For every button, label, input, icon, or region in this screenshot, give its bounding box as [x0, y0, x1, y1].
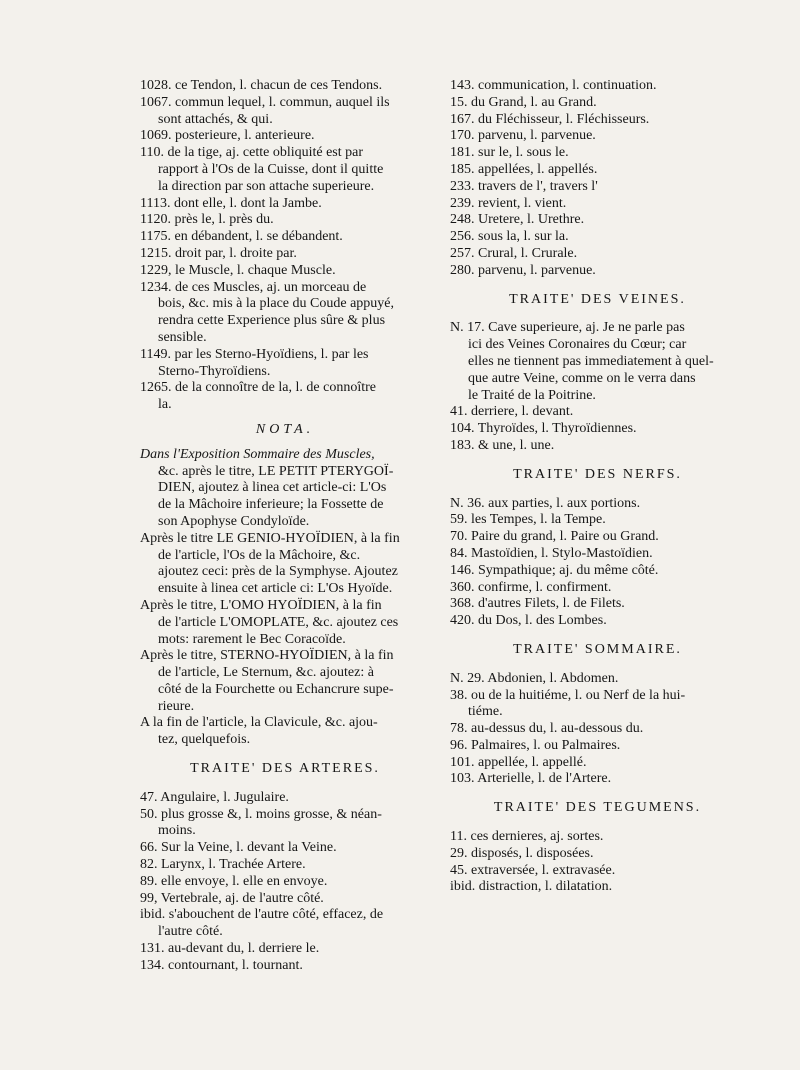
errata-line: 50. plus grosse &, l. moins grosse, & néan-: [140, 806, 382, 822]
errata-line: 1120. près le, l. près du.: [140, 212, 274, 228]
errata-line: de l'article, Le Sternum, &c. ajoutez: à: [158, 665, 374, 681]
errata-line: Après le titre, STERNO-HYOÏDIEN, à la fin: [140, 648, 394, 664]
errata-line: 1215. droit par, l. droite par.: [140, 245, 297, 261]
errata-line: 239. revient, l. vient.: [450, 195, 567, 211]
errata-line: de l'article L'OMOPLATE, &c. ajoutez ces: [158, 614, 399, 630]
errata-line: ibid. s'abouchent de l'autre côté, effacez, de: [140, 907, 384, 923]
sommaire-heading: TRAITE' SOMMAIRE.: [513, 641, 682, 657]
errata-line: 181. sur le, l. sous le.: [450, 145, 569, 161]
errata-line: 1149. par les Sterno-Hyoïdiens, l. par les: [140, 346, 369, 362]
errata-line: son Apophyse Condyloïde.: [158, 513, 310, 529]
errata-line: elles ne tiennent pas immediatement à quel-: [468, 353, 714, 369]
errata-line: N. 36. aux parties, l. aux portions.: [450, 495, 641, 511]
errata-line: 131. au-devant du, l. derriere le.: [140, 941, 320, 957]
errata-line: 167. du Fléchisseur, l. Fléchisseurs.: [450, 111, 650, 127]
errata-line: 280. parvenu, l. parvenue.: [450, 262, 596, 278]
errata-line: 170. parvenu, l. parvenue.: [450, 128, 596, 144]
right-column: [450, 78, 745, 896]
nota-heading: NOTA.: [255, 421, 315, 437]
errata-line: 256. sous la, l. sur la.: [450, 229, 569, 245]
errata-line: 47. Angulaire, l. Jugulaire.: [140, 789, 289, 805]
errata-line: 368. d'autres Filets, l. de Filets.: [450, 596, 625, 612]
arteres-heading: TRAITE' DES ARTERES.: [190, 761, 380, 777]
errata-line: 1067. commun lequel, l. commun, auquel ils: [140, 94, 390, 110]
nerfs-errata-list: [450, 496, 745, 630]
errata-line: 84. Mastoïdien, l. Stylo-Mastoïdien.: [450, 545, 653, 561]
errata-line: 41. derriere, l. devant.: [450, 404, 574, 420]
errata-line: 134. contournant, l. tournant.: [140, 957, 303, 973]
errata-line: sensible.: [158, 329, 207, 345]
errata-line: 1069. posterieure, l. anterieure.: [140, 128, 315, 144]
errata-line: 38. ou de la huitiéme, l. ou Nerf de la hui-: [450, 687, 686, 703]
errata-line: 101. appellée, l. appellé.: [450, 754, 587, 770]
errata-line: mots: rarement le Bec Coracoïde.: [158, 631, 346, 647]
errata-line: 233. travers de l', travers l': [450, 178, 598, 194]
errata-line: 183. & une, l. une.: [450, 437, 555, 453]
errata-line: &c. après le titre, LE PETIT PTERYGOÏ-: [158, 463, 394, 479]
errata-line: A la fin de l'article, la Clavicule, &c. ajou-: [140, 715, 378, 731]
errata-line: 89. elle envoye, l. elle en envoye.: [140, 873, 328, 889]
errata-line: 96. Palmaires, l. ou Palmaires.: [450, 737, 621, 753]
errata-line: tez, quelquefois.: [158, 732, 251, 748]
errata-line: 15. du Grand, l. au Grand.: [450, 94, 597, 110]
errata-line: rapport à l'Os de la Cuisse, dont il quitte: [158, 161, 384, 177]
errata-line: 66. Sur la Veine, l. devant la Veine.: [140, 840, 337, 856]
errata-line: 78. au-dessus du, l. au-dessous du.: [450, 721, 644, 737]
errata-line: Après le titre LE GENIO-HYOÏDIEN, à la fin: [140, 530, 400, 546]
left-errata-list: [140, 78, 430, 414]
tegumens-heading: TRAITE' DES TEGUMENS.: [493, 800, 702, 816]
errata-line: ensuite à linea cet article ci: L'Os Hyoïde.: [158, 581, 393, 597]
errata-line: 257. Crural, l. Crurale.: [450, 245, 578, 261]
nota-section: [140, 447, 430, 749]
errata-line: 1028. ce Tendon, l. chacun de ces Tendons.: [140, 78, 383, 93]
errata-line: 110. de la tige, aj. cette obliquité est par: [140, 145, 364, 161]
veines-heading: TRAITE' DES VEINES.: [509, 291, 686, 307]
errata-line: la.: [158, 397, 172, 413]
errata-line: tiéme.: [468, 704, 503, 720]
errata-line: N. 29. Abdonien, l. Abdomen.: [450, 670, 619, 686]
left-column: [140, 78, 430, 975]
errata-line: le Traité de la Poitrine.: [468, 387, 596, 403]
errata-line: 185. appellées, l. appellés.: [450, 161, 598, 177]
sommaire-errata-list: [450, 671, 745, 789]
errata-line: bois, &c. mis à la place du Coude appuyé,: [158, 296, 394, 312]
errata-line: 103. Arterielle, l. de l'Artere.: [450, 771, 612, 787]
arteres-errata-list: [140, 790, 430, 975]
errata-line: 1175. en débandent, l. se débandent.: [140, 229, 343, 245]
errata-line: Après le titre, L'OMO HYOÏDIEN, à la fin: [140, 597, 382, 613]
errata-line: côté de la Fourchette ou Echancrure supe-: [158, 681, 394, 697]
errata-line: 59. les Tempes, l. la Tempe.: [450, 512, 606, 528]
errata-line: Sterno-Thyroïdiens.: [158, 363, 271, 379]
errata-line: 70. Paire du grand, l. Paire ou Grand.: [450, 529, 659, 545]
errata-line: 248. Uretere, l. Urethre.: [450, 212, 585, 228]
errata-line: rieure.: [158, 698, 195, 714]
errata-line: 104. Thyroïdes, l. Thyroïdiennes.: [450, 421, 637, 437]
errata-line: de l'article, l'Os de la Mâchoire, &c.: [158, 547, 361, 563]
right-errata-list: [450, 78, 745, 280]
errata-line: 29. disposés, l. disposées.: [450, 845, 594, 861]
errata-line: moins.: [158, 823, 196, 839]
errata-line: N. 17. Cave superieure, aj. Je ne parle pas: [450, 320, 685, 336]
errata-line: 1265. de la connoître de la, l. de connoître: [140, 380, 376, 396]
errata-line: ajoutez ceci: près de la Symphyse. Ajoutez: [158, 564, 398, 580]
errata-line: 360. confirme, l. confirment.: [450, 579, 612, 595]
nerfs-heading: TRAITE' DES NERFS.: [513, 466, 682, 482]
errata-line: 1229, le Muscle, l. chaque Muscle.: [140, 262, 336, 278]
errata-line: 99, Vertebrale, aj. de l'autre côté.: [140, 890, 324, 906]
errata-line: sont attachés, & qui.: [158, 111, 273, 127]
errata-line: rendra cette Experience plus sûre & plus: [158, 313, 386, 329]
errata-line: ici des Veines Coronaires du Cœur; car: [468, 337, 687, 353]
errata-line: ibid. distraction, l. dilatation.: [450, 879, 613, 895]
errata-line: DIEN, ajoutez à linea cet article-ci: L'Os: [158, 480, 387, 496]
errata-line: que autre Veine, comme on le verra dans: [468, 370, 696, 386]
errata-line: Dans l'Exposition Sommaire des Muscles,: [140, 446, 375, 462]
errata-line: de la Mâchoire inferieure; la Fossette de: [158, 497, 384, 513]
errata-line: 45. extraversée, l. extravasée.: [450, 862, 616, 878]
errata-line: 11. ces dernieres, aj. sortes.: [450, 829, 604, 845]
errata-line: 420. du Dos, l. des Lombes.: [450, 613, 607, 629]
veines-errata-list: [450, 320, 745, 454]
tegumens-errata-list: [450, 829, 745, 896]
errata-line: 1234. de ces Muscles, aj. un morceau de: [140, 279, 367, 295]
errata-line: 143. communication, l. continuation.: [450, 78, 657, 93]
errata-line: 82. Larynx, l. Trachée Artere.: [140, 857, 306, 873]
errata-line: 146. Sympathique; aj. du même côté.: [450, 562, 659, 578]
errata-line: la direction par son attache superieure.: [158, 178, 375, 194]
errata-line: l'autre côté.: [158, 924, 223, 940]
errata-line: 1113. dont elle, l. dont la Jambe.: [140, 195, 322, 211]
